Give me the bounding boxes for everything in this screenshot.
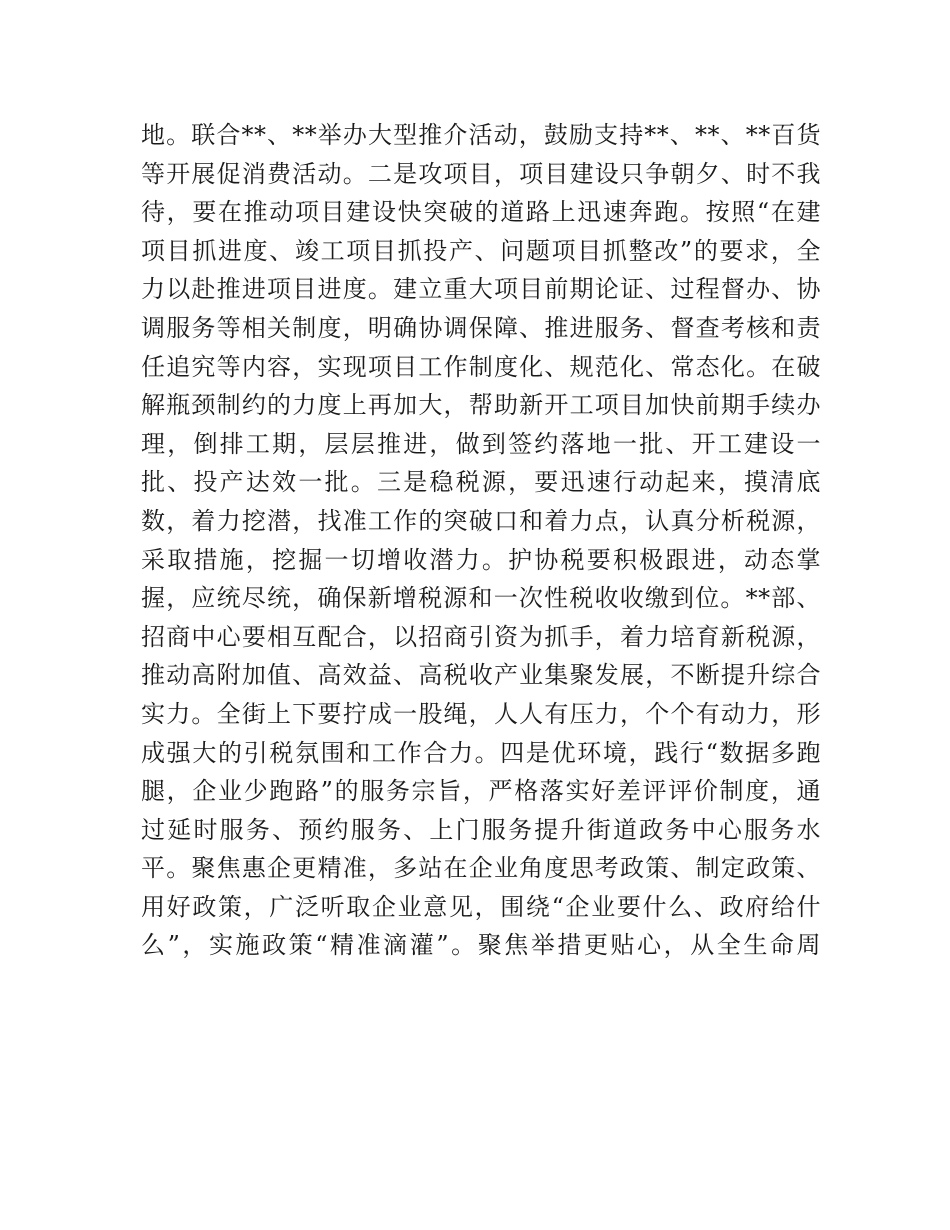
text-line: 采取措施，挖掘一切增收潜力。护协税要积极跟进，动态掌 <box>141 545 821 574</box>
text-line: 批、投产达效一批。三是稳税源，要迅速行动起来，摸清底 <box>141 468 821 497</box>
text-line: 握，应统尽统，确保新增税源和一次性税收收缴到位。**部、 <box>141 584 821 613</box>
text-line: 地。联合**、**举办大型推介活动，鼓励支持**、**、**百货 <box>141 121 821 149</box>
text-line: 解瓶颈制约的力度上再加大，帮助新开工项目加快前期手续办 <box>141 391 821 420</box>
text-line: 平。聚焦惠企更精准，多站在企业角度思考政策、制定政策、 <box>141 854 821 883</box>
text-line: 任追究等内容，实现项目工作制度化、规范化、常态化。在破 <box>141 352 821 381</box>
text-line: 调服务等相关制度，明确协调保障、推进服务、督查考核和责 <box>141 313 821 342</box>
text-line: 用好政策，广泛听取企业意见，围绕“企业要什么、政府给什 <box>141 892 821 921</box>
text-line: 么”，实施政策“精准滴灌”。聚焦举措更贴心，从全生命周 <box>141 931 821 960</box>
text-line: 实力。全街上下要拧成一股绳，人人有压力，个个有动力，形 <box>141 699 821 728</box>
text-line: 过延时服务、预约服务、上门服务提升街道政务中心服务水 <box>141 815 821 844</box>
text-line: 招商中心要相互配合，以招商引资为抓手，着力培育新税源， <box>141 622 821 651</box>
body-text <box>141 116 821 965</box>
text-line: 理，倒排工期，层层推进，做到签约落地一批、开工建设一 <box>141 429 821 458</box>
text-line: 腿，企业少跑路”的服务宗旨，严格落实好差评评价制度，通 <box>141 777 821 806</box>
text-line: 力以赴推进项目进度。建立重大项目前期论证、过程督办、协 <box>141 275 821 304</box>
text-line: 等开展促消费活动。二是攻项目，项目建设只争朝夕、时不我 <box>141 159 821 188</box>
text-line: 成强大的引税氛围和工作合力。四是优环境，践行“数据多跑 <box>141 738 821 767</box>
text-line: 数，着力挖潜，找准工作的突破口和着力点，认真分析税源， <box>141 506 821 535</box>
text-line: 待，要在推动项目建设快突破的道路上迅速奔跑。按照“在建 <box>141 198 821 227</box>
text-line: 项目抓进度、竣工项目抓投产、问题项目抓整改”的要求，全 <box>141 236 821 265</box>
text-line: 推动高附加值、高效益、高税收产业集聚发展，不断提升综合 <box>141 661 821 690</box>
